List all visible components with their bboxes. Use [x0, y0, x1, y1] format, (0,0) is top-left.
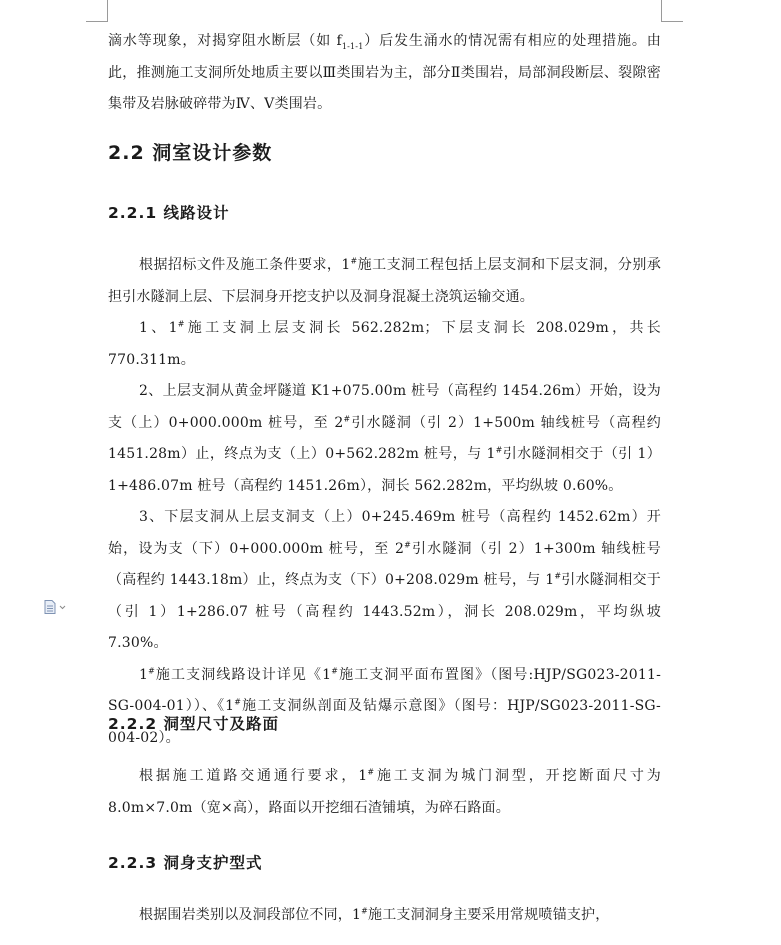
paragraph: 2、上层支洞从黄金坪隧道 K1+075.00m 桩号（高程约 1454.26m）开始，设为支（上）0+000.000m 桩号，至 2#引水隧洞（引 2）1+500m 轴线桩号（高程约 1451.28m）止，终点为支（上）0+562.282m 桩号，与 1#引水隧洞相交于（引 1）1+486.07m 桩号（高程约 1451.26m），洞长 562.282m，平均纵坡 0.60%。 — [108, 383, 661, 494]
superscript-mark: # — [404, 539, 412, 549]
heading-text: 2.2 洞室设计参数 — [108, 142, 273, 164]
superscript-mark: # — [554, 571, 562, 581]
continuation-paragraph — [108, 26, 661, 121]
section-heading-2-2-2 — [108, 712, 661, 734]
paragraph: 根据招标文件及施工条件要求，1#施工支洞工程包括上层支洞和下层支洞，分别承担引水隧洞上层、下层洞身开挖支护以及洞身混凝土浇筑运输交通。 — [108, 256, 661, 305]
superscript-mark: # — [177, 319, 185, 329]
section-heading-2-2 — [108, 138, 661, 165]
paragraph: 1、1#施工支洞上层支洞长 562.282m；下层支洞长 208.029m，共长 770.311m。 — [108, 319, 661, 368]
paragraph: 1#施工支洞线路设计详见《1#施工支洞平面布置图》（图号:HJP/SG023-2011-SG-004-01））、《1#施工支洞纵剖面及钻爆示意图》（图号：HJP/SG023-2011-SG-004-02）。 — [108, 665, 661, 746]
crop-mark-right-vertical — [661, 0, 662, 22]
crop-mark-left-horizontal — [86, 21, 108, 22]
heading-text: 2.2.3 洞身支护型式 — [108, 854, 263, 872]
section-heading-2-2-1 — [108, 201, 661, 223]
superscript-mark: # — [350, 256, 358, 266]
section-body-2-2-3 — [108, 900, 661, 932]
superscript-mark: # — [234, 697, 242, 707]
section-body-2-2-2 — [108, 761, 661, 824]
document-icon[interactable] — [43, 599, 69, 613]
crop-mark-left-vertical — [107, 0, 108, 22]
paragraph: 滴水等现象，对揭穿阻水断层（如 $f_{1-1-1}$）后发生涌水的情况需有相应的处理措施。由此，推测施工支洞所处地质主要以Ⅲ类围岩为主，部分Ⅱ类围岩，局部洞段断层、裂隙密集带及岩脉破碎带为Ⅳ、Ⅴ类围岩。 — [108, 33, 662, 112]
superscript-mark: # — [343, 413, 351, 423]
superscript-mark: # — [361, 906, 369, 916]
paragraph: 根据施工道路交通通行要求，1#施工支洞为城门洞型，开挖断面尺寸为 8.0m×7.0m（宽×高），路面以开挖细石渣铺填，为碎石路面。 — [108, 767, 661, 816]
superscript-mark: # — [148, 665, 156, 675]
paragraph: 根据围岩类别以及洞段部位不同，1#施工支洞洞身主要采用常规喷锚支护， — [139, 906, 610, 923]
superscript-mark: # — [495, 445, 503, 455]
superscript-mark: # — [331, 665, 339, 675]
paragraph: 3、下层支洞从上层支洞支（上）0+245.469m 桩号（高程约 1452.62m）开始，设为支（下）0+000.000m 桩号，至 2#引水隧洞（引 2）1+300m 轴线桩号（高程约 1443.18m）止，终点为支（下）0+208.029m 桩号，与 1#引水隧洞相交于（引 1）1+286.07 桩号（高程约 1443.52m），洞长 208.029m，平均纵坡 7.30%。 — [108, 509, 662, 651]
crop-mark-right-horizontal — [661, 21, 683, 22]
superscript-mark: # — [367, 767, 375, 777]
section-heading-2-2-3 — [108, 851, 661, 873]
section-body-2-2-1 — [108, 250, 661, 754]
heading-text: 2.2.1 线路设计 — [108, 204, 230, 222]
heading-text: 2.2.2 洞型尺寸及路面 — [108, 715, 280, 733]
